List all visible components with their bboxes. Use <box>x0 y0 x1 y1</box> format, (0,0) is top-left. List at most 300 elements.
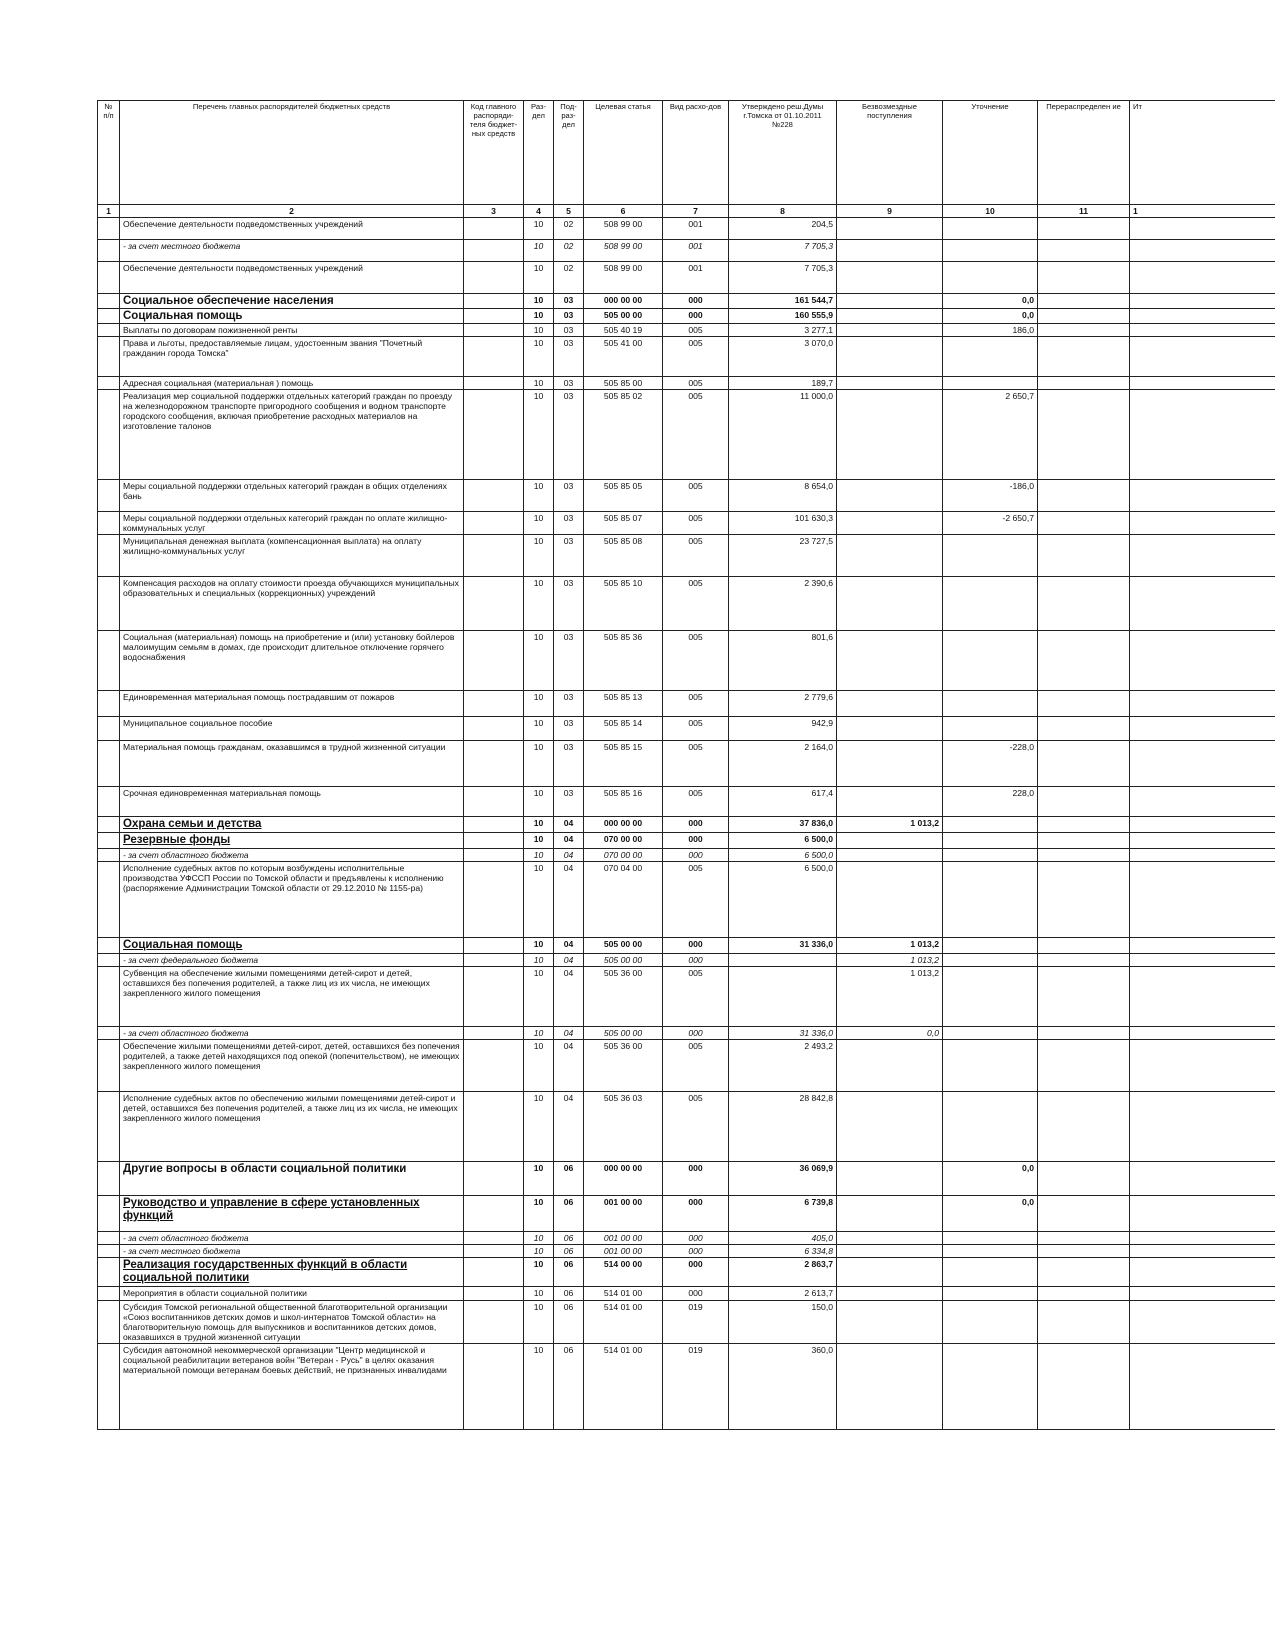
cell-approved: 6 500,0 <box>729 849 837 862</box>
cell-total <box>1130 938 1275 954</box>
cell-expense-type: 005 <box>663 717 729 741</box>
cell-approved: 31 336,0 <box>729 1027 837 1040</box>
cell-section: 10 <box>524 262 554 294</box>
cell-free-receipts <box>837 1092 943 1162</box>
cell-name: Охрана семьи и детства <box>120 817 464 833</box>
cell-section: 10 <box>524 480 554 512</box>
cell-code <box>464 787 524 817</box>
cell-expense-type: 001 <box>663 218 729 240</box>
col-header-clarification: Уточнение <box>943 101 1038 205</box>
cell-total <box>1130 741 1275 787</box>
cell-subsection: 03 <box>554 787 584 817</box>
header-row <box>98 101 1275 205</box>
cell-approved: 617,4 <box>729 787 837 817</box>
cell-subsection: 03 <box>554 535 584 577</box>
cell-free-receipts <box>837 309 943 324</box>
cell-total <box>1130 1258 1275 1287</box>
cell-expense-type: 000 <box>663 1245 729 1258</box>
cell-num <box>98 324 120 337</box>
cell-target: 505 85 15 <box>584 741 663 787</box>
cell-total <box>1130 577 1275 631</box>
cell-redistribution <box>1038 833 1130 849</box>
cell-clarification: -186,0 <box>943 480 1038 512</box>
table-row <box>98 1162 1275 1196</box>
cell-code <box>464 1196 524 1232</box>
cell-target: 505 85 10 <box>584 577 663 631</box>
cell-approved: 23 727,5 <box>729 535 837 577</box>
cell-target: 001 00 00 <box>584 1196 663 1232</box>
cell-target: 001 00 00 <box>584 1245 663 1258</box>
cell-free-receipts <box>837 294 943 309</box>
table-row <box>98 1258 1275 1287</box>
cell-num <box>98 1258 120 1287</box>
cell-name: - за счет областного бюджета <box>120 1232 464 1245</box>
cell-clarification: 0,0 <box>943 309 1038 324</box>
cell-approved: 101 630,3 <box>729 512 837 535</box>
col-header-expense-type: Вид расхо-дов <box>663 101 729 205</box>
cell-code <box>464 631 524 691</box>
cell-clarification <box>943 862 1038 938</box>
cell-num <box>98 512 120 535</box>
cell-total <box>1130 390 1275 480</box>
cell-free-receipts <box>837 787 943 817</box>
cell-clarification <box>943 1040 1038 1092</box>
cell-num <box>98 1287 120 1301</box>
cell-free-receipts <box>837 512 943 535</box>
cell-expense-type: 001 <box>663 240 729 262</box>
cell-redistribution <box>1038 377 1130 390</box>
cell-subsection: 03 <box>554 377 584 390</box>
cell-section: 10 <box>524 1162 554 1196</box>
col-number: 11 <box>1038 205 1130 218</box>
col-number: 9 <box>837 205 943 218</box>
cell-name: Социальная помощь <box>120 309 464 324</box>
cell-free-receipts <box>837 849 943 862</box>
cell-clarification <box>943 1245 1038 1258</box>
budget-sheet <box>97 100 1275 1430</box>
cell-name: Руководство и управление в сфере установленных функций <box>120 1196 464 1232</box>
cell-num <box>98 480 120 512</box>
cell-approved: 37 836,0 <box>729 817 837 833</box>
cell-redistribution <box>1038 787 1130 817</box>
table-row <box>98 691 1275 717</box>
col-header-section: Раз-дел <box>524 101 554 205</box>
cell-approved: 36 069,9 <box>729 1162 837 1196</box>
cell-section: 10 <box>524 577 554 631</box>
cell-total <box>1130 218 1275 240</box>
cell-code <box>464 240 524 262</box>
cell-free-receipts <box>837 218 943 240</box>
cell-expense-type: 005 <box>663 512 729 535</box>
cell-clarification: 0,0 <box>943 1196 1038 1232</box>
cell-name: Субсидия автономной некоммерческой организации "Центр медицинской и социальной реабилитации ветеранов войн "Ветеран - Русь" в целях оказания материальной помощи ветеранам боевых действий, не признанных инвалидами <box>120 1344 464 1430</box>
cell-approved: 2 390,6 <box>729 577 837 631</box>
cell-clarification <box>943 240 1038 262</box>
cell-approved: 801,6 <box>729 631 837 691</box>
cell-free-receipts: 1 013,2 <box>837 938 943 954</box>
table-row <box>98 1301 1275 1344</box>
table-row <box>98 1245 1275 1258</box>
table-row <box>98 1040 1275 1092</box>
cell-section: 10 <box>524 294 554 309</box>
cell-free-receipts <box>837 262 943 294</box>
cell-section: 10 <box>524 535 554 577</box>
cell-clarification <box>943 631 1038 691</box>
cell-expense-type: 000 <box>663 849 729 862</box>
cell-approved: 11 000,0 <box>729 390 837 480</box>
cell-target: 505 85 14 <box>584 717 663 741</box>
cell-redistribution <box>1038 938 1130 954</box>
cell-target: 505 85 16 <box>584 787 663 817</box>
cell-clarification <box>943 849 1038 862</box>
cell-subsection: 03 <box>554 337 584 377</box>
cell-subsection: 06 <box>554 1196 584 1232</box>
cell-target: 505 00 00 <box>584 309 663 324</box>
cell-total <box>1130 691 1275 717</box>
cell-clarification <box>943 377 1038 390</box>
cell-free-receipts <box>837 535 943 577</box>
cell-clarification: -228,0 <box>943 741 1038 787</box>
table-row <box>98 337 1275 377</box>
cell-num <box>98 1245 120 1258</box>
cell-approved: 360,0 <box>729 1344 837 1430</box>
cell-approved: 6 334,8 <box>729 1245 837 1258</box>
cell-section: 10 <box>524 324 554 337</box>
cell-code <box>464 1344 524 1430</box>
cell-clarification <box>943 954 1038 967</box>
cell-subsection: 02 <box>554 218 584 240</box>
cell-section: 10 <box>524 787 554 817</box>
cell-code <box>464 717 524 741</box>
cell-num <box>98 849 120 862</box>
cell-subsection: 04 <box>554 1040 584 1092</box>
cell-name: Обеспечение деятельности подведомственных учреждений <box>120 218 464 240</box>
cell-approved: 7 705,3 <box>729 262 837 294</box>
cell-num <box>98 309 120 324</box>
cell-target: 000 00 00 <box>584 817 663 833</box>
cell-clarification <box>943 1344 1038 1430</box>
cell-clarification: -2 650,7 <box>943 512 1038 535</box>
cell-free-receipts <box>837 1196 943 1232</box>
cell-target: 508 99 00 <box>584 218 663 240</box>
table-row <box>98 833 1275 849</box>
cell-target: 514 01 00 <box>584 1287 663 1301</box>
cell-subsection: 04 <box>554 954 584 967</box>
cell-section: 10 <box>524 954 554 967</box>
cell-num <box>98 262 120 294</box>
cell-subsection: 04 <box>554 938 584 954</box>
cell-num <box>98 967 120 1027</box>
cell-num <box>98 1027 120 1040</box>
cell-target: 505 36 03 <box>584 1092 663 1162</box>
col-number: 3 <box>464 205 524 218</box>
cell-target: 505 85 36 <box>584 631 663 691</box>
cell-total <box>1130 512 1275 535</box>
cell-num <box>98 691 120 717</box>
cell-expense-type: 000 <box>663 309 729 324</box>
col-number: 1 <box>98 205 120 218</box>
col-number: 6 <box>584 205 663 218</box>
cell-target: 000 00 00 <box>584 294 663 309</box>
cell-section: 10 <box>524 1344 554 1430</box>
cell-approved: 6 500,0 <box>729 833 837 849</box>
cell-clarification <box>943 337 1038 377</box>
cell-target: 001 00 00 <box>584 1232 663 1245</box>
cell-expense-type: 005 <box>663 631 729 691</box>
cell-free-receipts <box>837 1040 943 1092</box>
cell-expense-type: 000 <box>663 954 729 967</box>
cell-section: 10 <box>524 240 554 262</box>
cell-target: 514 00 00 <box>584 1258 663 1287</box>
cell-redistribution <box>1038 1162 1130 1196</box>
cell-total <box>1130 324 1275 337</box>
cell-free-receipts <box>837 741 943 787</box>
table-row <box>98 938 1275 954</box>
cell-clarification: 0,0 <box>943 1162 1038 1196</box>
table-row <box>98 862 1275 938</box>
cell-code <box>464 691 524 717</box>
cell-section: 10 <box>524 390 554 480</box>
cell-approved: 3 070,0 <box>729 337 837 377</box>
cell-code <box>464 480 524 512</box>
col-number: 5 <box>554 205 584 218</box>
cell-name: Исполнение судебных актов по обеспечению жилыми помещениями детей-сирот и детей, оставшихся без попечения родителей, а также лиц из их числа, не имеющих закрепленного жилого помещения <box>120 1092 464 1162</box>
table-row <box>98 480 1275 512</box>
column-number-row <box>98 205 1275 218</box>
cell-approved: 8 654,0 <box>729 480 837 512</box>
cell-free-receipts <box>837 480 943 512</box>
cell-redistribution <box>1038 631 1130 691</box>
cell-subsection: 03 <box>554 691 584 717</box>
cell-name: Социальное обеспечение населения <box>120 294 464 309</box>
table-row <box>98 1027 1275 1040</box>
cell-num <box>98 577 120 631</box>
table-row <box>98 377 1275 390</box>
cell-expense-type: 005 <box>663 480 729 512</box>
table-row <box>98 535 1275 577</box>
cell-section: 10 <box>524 309 554 324</box>
cell-total <box>1130 480 1275 512</box>
cell-free-receipts <box>837 717 943 741</box>
cell-free-receipts: 1 013,2 <box>837 817 943 833</box>
cell-expense-type: 005 <box>663 577 729 631</box>
cell-clarification <box>943 1301 1038 1344</box>
table-row <box>98 817 1275 833</box>
cell-section: 10 <box>524 849 554 862</box>
cell-section: 10 <box>524 1301 554 1344</box>
cell-expense-type: 005 <box>663 390 729 480</box>
cell-free-receipts <box>837 631 943 691</box>
cell-code <box>464 1092 524 1162</box>
cell-num <box>98 787 120 817</box>
cell-code <box>464 817 524 833</box>
cell-expense-type: 000 <box>663 938 729 954</box>
cell-redistribution <box>1038 954 1130 967</box>
cell-approved: 6 500,0 <box>729 862 837 938</box>
cell-code <box>464 833 524 849</box>
cell-expense-type: 005 <box>663 691 729 717</box>
col-header-free-receipts: Безвозмездные поступления <box>837 101 943 205</box>
cell-free-receipts <box>837 1287 943 1301</box>
cell-code <box>464 1232 524 1245</box>
cell-total <box>1130 631 1275 691</box>
cell-redistribution <box>1038 240 1130 262</box>
cell-total <box>1130 717 1275 741</box>
cell-approved: 3 277,1 <box>729 324 837 337</box>
cell-expense-type: 005 <box>663 862 729 938</box>
cell-name: - за счет областного бюджета <box>120 849 464 862</box>
cell-free-receipts <box>837 1162 943 1196</box>
cell-redistribution <box>1038 691 1130 717</box>
cell-num <box>98 741 120 787</box>
cell-code <box>464 1027 524 1040</box>
cell-num <box>98 1040 120 1092</box>
cell-code <box>464 577 524 631</box>
cell-redistribution <box>1038 1040 1130 1092</box>
cell-code <box>464 967 524 1027</box>
cell-free-receipts <box>837 1344 943 1430</box>
cell-subsection: 03 <box>554 480 584 512</box>
cell-name: Компенсация расходов на оплату стоимости проезда обучающихся муниципальных образовательных и специальных (коррекционных) учреждений <box>120 577 464 631</box>
col-number: 8 <box>729 205 837 218</box>
cell-name: Муниципальное социальное пособие <box>120 717 464 741</box>
cell-expense-type: 000 <box>663 294 729 309</box>
cell-section: 10 <box>524 512 554 535</box>
cell-total <box>1130 240 1275 262</box>
cell-section: 10 <box>524 1232 554 1245</box>
cell-approved: 204,5 <box>729 218 837 240</box>
cell-redistribution <box>1038 262 1130 294</box>
cell-code <box>464 294 524 309</box>
cell-approved: 2 493,2 <box>729 1040 837 1092</box>
cell-approved: 7 705,3 <box>729 240 837 262</box>
cell-approved <box>729 967 837 1027</box>
cell-approved: 2 779,6 <box>729 691 837 717</box>
cell-approved: 160 555,9 <box>729 309 837 324</box>
cell-free-receipts <box>837 577 943 631</box>
cell-subsection: 03 <box>554 512 584 535</box>
budget-rows <box>98 218 1275 1430</box>
cell-total <box>1130 1245 1275 1258</box>
cell-subsection: 03 <box>554 631 584 691</box>
cell-approved: 405,0 <box>729 1232 837 1245</box>
cell-code <box>464 377 524 390</box>
cell-code <box>464 862 524 938</box>
cell-code <box>464 337 524 377</box>
cell-code <box>464 1301 524 1344</box>
table-row <box>98 631 1275 691</box>
cell-subsection: 03 <box>554 390 584 480</box>
cell-total <box>1130 1027 1275 1040</box>
cell-approved: 150,0 <box>729 1301 837 1344</box>
cell-clarification <box>943 1287 1038 1301</box>
cell-subsection: 04 <box>554 1027 584 1040</box>
cell-redistribution <box>1038 849 1130 862</box>
col-header-redistribution: Перераспределен ие <box>1038 101 1130 205</box>
cell-free-receipts <box>837 833 943 849</box>
cell-clarification <box>943 817 1038 833</box>
cell-total <box>1130 954 1275 967</box>
cell-subsection: 04 <box>554 833 584 849</box>
cell-num <box>98 862 120 938</box>
cell-name: - за счет областного бюджета <box>120 1027 464 1040</box>
cell-expense-type: 005 <box>663 535 729 577</box>
cell-section: 10 <box>524 1245 554 1258</box>
cell-num <box>98 1196 120 1232</box>
cell-num <box>98 1092 120 1162</box>
cell-name: Выплаты по договорам пожизненной ренты <box>120 324 464 337</box>
table-row <box>98 1196 1275 1232</box>
cell-subsection: 03 <box>554 741 584 787</box>
cell-approved: 2 863,7 <box>729 1258 837 1287</box>
cell-redistribution <box>1038 512 1130 535</box>
cell-subsection: 06 <box>554 1245 584 1258</box>
cell-target: 505 85 07 <box>584 512 663 535</box>
cell-section: 10 <box>524 337 554 377</box>
cell-code <box>464 938 524 954</box>
cell-free-receipts <box>837 691 943 717</box>
cell-clarification: 2 650,7 <box>943 390 1038 480</box>
cell-clarification <box>943 833 1038 849</box>
table-row <box>98 1232 1275 1245</box>
cell-name: Мероприятия в области социальной политики <box>120 1287 464 1301</box>
cell-clarification <box>943 262 1038 294</box>
cell-target: 505 85 02 <box>584 390 663 480</box>
cell-redistribution <box>1038 1092 1130 1162</box>
cell-expense-type: 005 <box>663 337 729 377</box>
cell-target: 070 04 00 <box>584 862 663 938</box>
cell-clarification: 0,0 <box>943 294 1038 309</box>
cell-approved: 2 613,7 <box>729 1287 837 1301</box>
cell-total <box>1130 309 1275 324</box>
cell-free-receipts: 0,0 <box>837 1027 943 1040</box>
cell-redistribution <box>1038 862 1130 938</box>
cell-target: 070 00 00 <box>584 833 663 849</box>
cell-subsection: 03 <box>554 294 584 309</box>
cell-subsection: 06 <box>554 1162 584 1196</box>
cell-clarification <box>943 1258 1038 1287</box>
cell-free-receipts <box>837 377 943 390</box>
cell-redistribution <box>1038 1301 1130 1344</box>
cell-expense-type: 005 <box>663 741 729 787</box>
cell-subsection: 03 <box>554 717 584 741</box>
cell-code <box>464 390 524 480</box>
table-row <box>98 717 1275 741</box>
cell-target: 505 00 00 <box>584 938 663 954</box>
cell-approved: 28 842,8 <box>729 1092 837 1162</box>
cell-expense-type: 000 <box>663 1287 729 1301</box>
col-header-name: Перечень главных распорядителей бюджетных средств <box>120 101 464 205</box>
cell-approved: 189,7 <box>729 377 837 390</box>
cell-code <box>464 954 524 967</box>
cell-num <box>98 294 120 309</box>
cell-total <box>1130 967 1275 1027</box>
cell-clarification <box>943 535 1038 577</box>
cell-section: 10 <box>524 938 554 954</box>
table-row <box>98 390 1275 480</box>
cell-total <box>1130 262 1275 294</box>
cell-expense-type: 000 <box>663 1196 729 1232</box>
cell-expense-type: 001 <box>663 262 729 294</box>
cell-redistribution <box>1038 817 1130 833</box>
cell-redistribution <box>1038 337 1130 377</box>
cell-subsection: 06 <box>554 1232 584 1245</box>
cell-expense-type: 005 <box>663 324 729 337</box>
cell-section: 10 <box>524 218 554 240</box>
cell-expense-type: 005 <box>663 377 729 390</box>
cell-total <box>1130 1040 1275 1092</box>
cell-section: 10 <box>524 817 554 833</box>
